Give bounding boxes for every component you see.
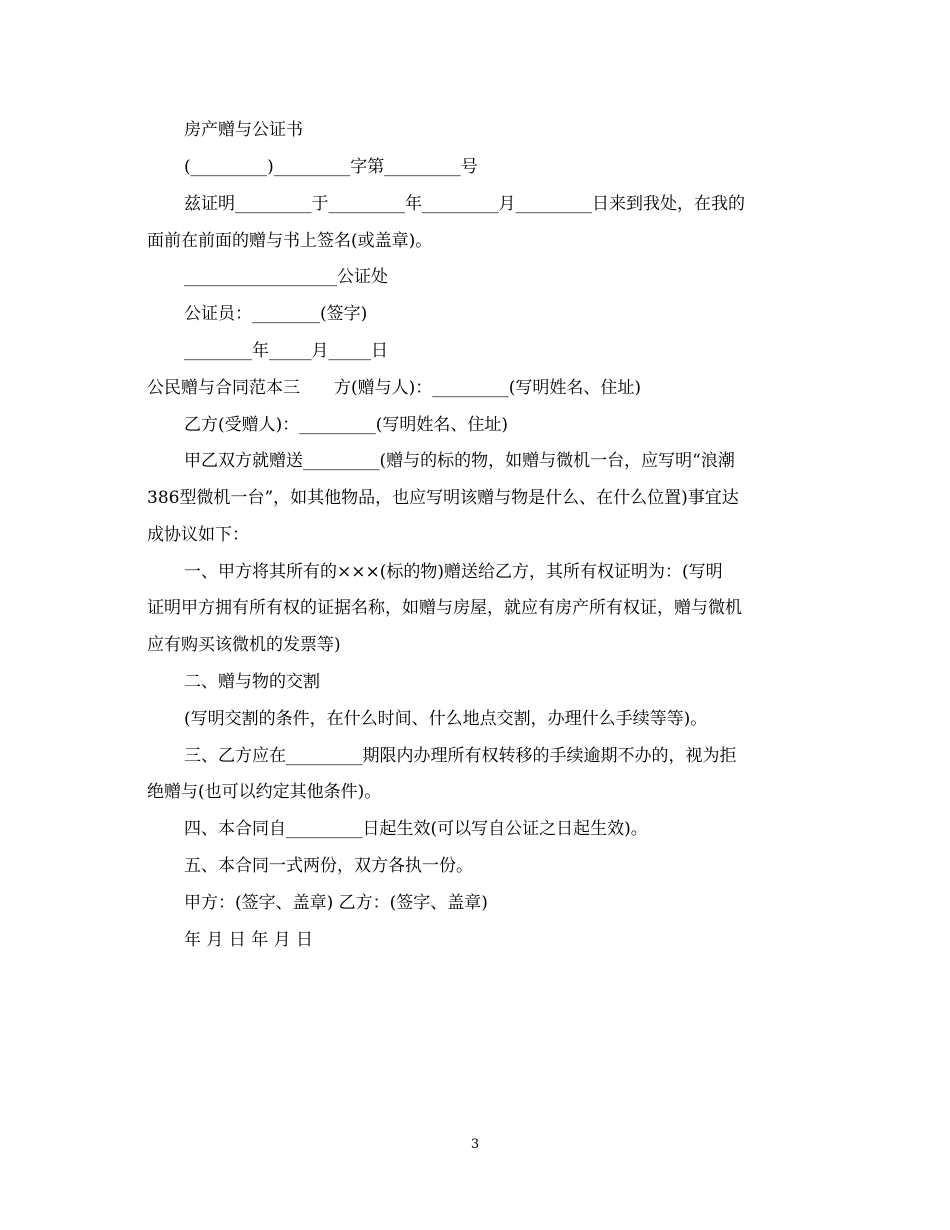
doc-paragraph-line: 一、甲方将其所有的×××(标的物)赠送给乙方，其所有权证明为：(写明: [184, 562, 723, 582]
doc-paragraph-line: 乙方(受赠人)：_________(写明姓名、住址): [184, 415, 509, 435]
notary-office-line: __________________公证处: [184, 267, 388, 287]
doc-paragraph-line: 甲乙双方就赠送_________(赠与的标的物，如赠与微机一台，应写明“浪潮: [184, 451, 735, 471]
signature-line: 甲方：(签字、盖章) 乙方：(签字、盖章): [184, 893, 488, 913]
doc-paragraph-line: 四、本合同自_________日起生效(可以写自公证之日起生效)。: [184, 819, 648, 839]
doc-paragraph-line: 应有购买该微机的发票等): [147, 635, 341, 655]
doc-section-heading: 二、赠与物的交割: [184, 672, 320, 692]
doc-paragraph-line: 面前在前面的赠与书上签名(或盖章)。: [147, 231, 433, 251]
doc-paragraph-line: 386型微机一台”，如其他物品，也应写明该赠与物是什么、在什么位置)事宜达: [147, 488, 739, 508]
doc-paragraph-line: 兹证明_________于_________年_________月_________日来到我处，在我的: [184, 194, 745, 214]
date-line: ________年_____月_____日: [184, 341, 388, 361]
contract-heading-line: 公民赠与合同范本三 方(赠与人)：_________(写明姓名、住址): [147, 378, 642, 398]
doc-paragraph-line: 证明甲方拥有所有权的证据名称，如赠与房屋，就应有房产所有权证，赠与微机: [147, 598, 742, 618]
doc-paragraph-line: 五、本合同一式两份，双方各执一份。: [184, 856, 473, 876]
signature-date-line: 年 月 日 年 月 日: [184, 930, 314, 950]
doc-paragraph-line: 三、乙方应在_________期限内办理所有权转移的手续逾期不办的，视为拒: [184, 746, 737, 766]
doc-paragraph-line: 绝赠与(也可以约定其他条件)。: [147, 782, 382, 802]
doc-paragraph-line: 成协议如下：: [147, 525, 249, 545]
page-number: 3: [470, 1137, 480, 1152]
notary-signature-line: 公证员：________(签字): [184, 304, 368, 324]
doc-number-line: (_________)_________字第_________号: [184, 157, 478, 177]
doc-title: 房产赠与公证书: [184, 120, 303, 140]
doc-paragraph-line: (写明交割的条件，在什么时间、什么地点交割，办理什么手续等等)。: [184, 709, 708, 729]
